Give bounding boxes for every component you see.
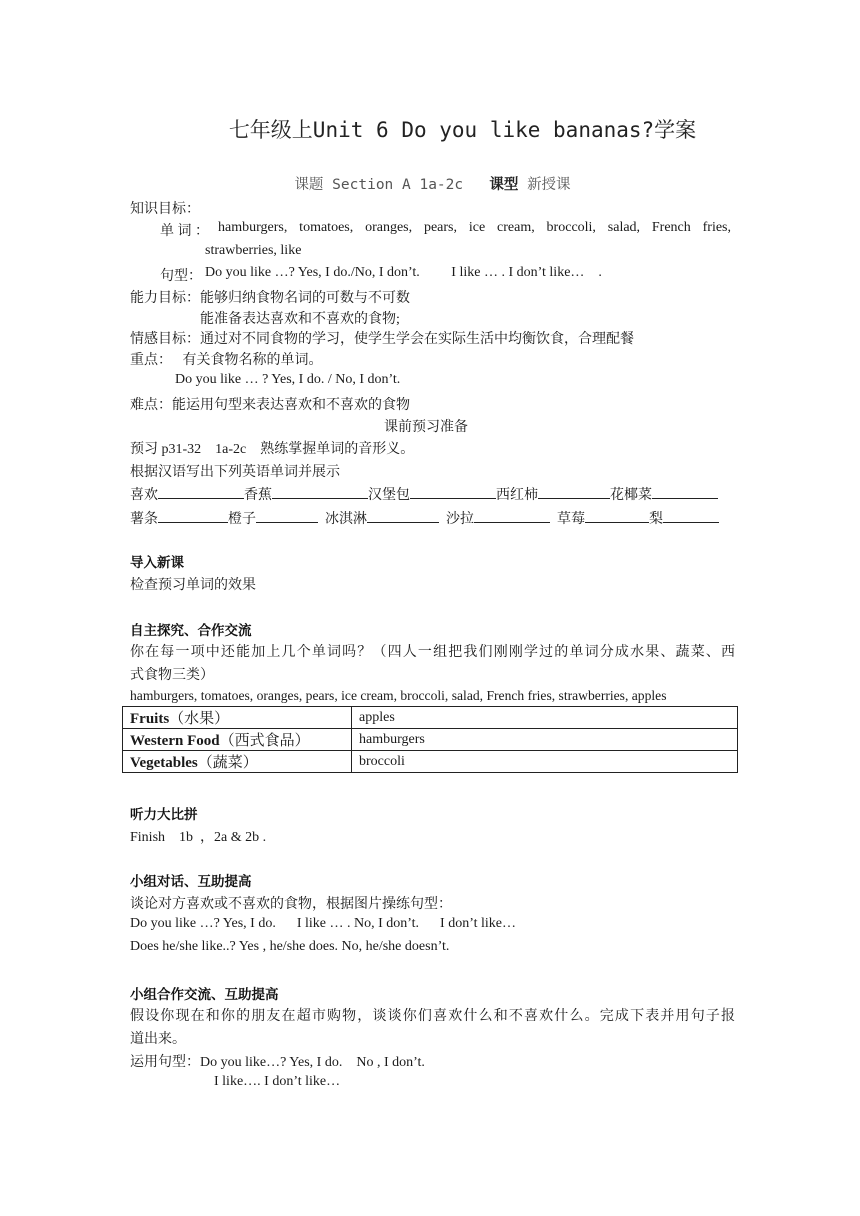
words-line-1: hamburgers, tomatoes, oranges, pears, ice cream, broccoli, salad, French fries, — [218, 220, 731, 235]
group-talk-line-2: Does he/she like..? Yes , he/she does. No, he/she doesn’t. — [130, 939, 450, 954]
category-label-vegetables: Vegetables（蔬菜） — [123, 751, 352, 773]
category-value-fruits[interactable]: apples — [352, 707, 738, 729]
ability-1: 能够归纳食物名词的可数与不可数 — [200, 291, 410, 306]
emotion-label: 情感目标： — [130, 332, 200, 347]
vocab-word: 梨 — [649, 512, 663, 527]
answer-blank[interactable] — [158, 508, 228, 523]
key-label: 重点： — [130, 353, 172, 368]
group-coop-pattern — [130, 1051, 425, 1071]
lesson-info — [0, 173, 860, 194]
words-label: 单 词 ： — [160, 224, 209, 239]
explore-question-line-2: 式食物三类） — [130, 668, 214, 683]
vocab-word: 橙子 — [228, 512, 256, 527]
knowledge-objective-label: 知识目标： — [130, 202, 200, 217]
explore-word-list: hamburgers, tomatoes, oranges, pears, ice cream, broccoli, salad, French fries, strawberries, apples — [130, 688, 667, 703]
vocab-word: 草莓 — [557, 512, 585, 527]
pattern-label: 运用句型： — [130, 1055, 200, 1070]
vocab-word: 冰淇淋 — [325, 512, 367, 527]
explore-question-line-1: 你在每一项中还能加上几个单词吗？（四人一组把我们刚刚学过的单词分成水果、蔬菜、西 — [130, 645, 735, 660]
category-label-fruits: Fruits（水果） — [123, 707, 352, 729]
vocab-word: 喜欢 — [130, 488, 158, 503]
vocab-row-2 — [130, 508, 719, 528]
vocab-word: 香蕉 — [244, 488, 272, 503]
key-text: 有关食物名称的单词。 — [182, 353, 323, 368]
preview-task: 预习 p31-32 1a-2c 熟练掌握单词的音形义。 — [130, 442, 415, 457]
category-value-western-food[interactable]: hamburgers — [352, 729, 738, 751]
emotion-objective — [130, 328, 634, 348]
group-coop-text-line-1: 假设你现在和你的朋友在超市购物，谈谈你们喜欢什么和不喜欢什么。完成下表并用句子报 — [130, 1009, 735, 1024]
type-value: 新授课 — [527, 177, 571, 193]
type-label: 课型 — [489, 177, 519, 193]
group-talk-line-1: Do you like …? Yes, I do. I like … . No, I don’t. I don’t like… — [130, 916, 517, 931]
listening-heading: 听力大比拼 — [130, 807, 198, 823]
preview-instruction: 根据汉语写出下列英语单词并展示 — [130, 465, 340, 480]
ability-label: 能力目标： — [130, 291, 200, 306]
answer-blank[interactable] — [652, 484, 718, 499]
words-line-2: strawberries, like — [205, 243, 302, 258]
group-coop-heading: 小组合作交流、互助提高 — [130, 987, 279, 1003]
answer-blank[interactable] — [158, 484, 244, 499]
group-coop-text-line-2: 道出来。 — [130, 1032, 186, 1047]
group-talk-intro: 谈论对方喜欢或不喜欢的食物，根据图片操练句型： — [130, 897, 452, 912]
explore-heading: 自主探究、合作交流 — [130, 623, 252, 639]
ability-objective — [130, 287, 410, 307]
category-label-western-food: Western Food（西式食品） — [123, 729, 352, 751]
difficulty — [130, 394, 410, 414]
vocab-row-1 — [130, 484, 718, 504]
answer-blank[interactable] — [538, 484, 610, 499]
food-category-table — [122, 706, 738, 773]
vocab-word: 西红柿 — [496, 488, 538, 503]
vocab-word: 薯条 — [130, 512, 158, 527]
answer-blank[interactable] — [367, 508, 439, 523]
answer-blank[interactable] — [663, 508, 719, 523]
intro-text: 检查预习单词的效果 — [130, 578, 256, 593]
answer-blank[interactable] — [256, 508, 318, 523]
key-pattern: Do you like … ? Yes, I do. / No, I don’t. — [175, 372, 401, 387]
emotion-text: 通过对不同食物的学习，使学生学会在实际生活中均衡饮食，合理配餐 — [200, 332, 634, 347]
listening-text: Finish 1b ，2a & 2b . — [130, 830, 267, 845]
answer-blank[interactable] — [585, 508, 649, 523]
pattern-text: Do you like …? Yes, I do./No, I don’t. I like … . I don’t like… . — [205, 265, 602, 280]
group-coop-pattern-line-2: I like…. I don’t like… — [214, 1074, 341, 1089]
topic-value: Section A 1a-2c — [332, 177, 464, 193]
pattern-label: 句型： — [160, 269, 202, 284]
difficulty-text: 能运用句型来表达喜欢和不喜欢的食物 — [172, 398, 410, 413]
table-row — [123, 707, 738, 729]
vocab-word: 沙拉 — [446, 512, 474, 527]
topic-label: 课题 — [294, 177, 324, 193]
table-row — [123, 729, 738, 751]
answer-blank[interactable] — [474, 508, 550, 523]
vocab-word: 花椰菜 — [610, 488, 652, 503]
ability-2: 能准备表达喜欢和不喜欢的食物; — [200, 312, 400, 327]
table-row — [123, 751, 738, 773]
group-talk-heading: 小组对话、互助提高 — [130, 874, 252, 890]
intro-heading: 导入新课 — [130, 555, 184, 571]
vocab-word: 汉堡包 — [368, 488, 410, 503]
category-value-vegetables[interactable]: broccoli — [352, 751, 738, 773]
key-point — [130, 349, 323, 369]
pattern-line-1: Do you like…? Yes, I do. No , I don’t. — [200, 1055, 425, 1070]
answer-blank[interactable] — [272, 484, 368, 499]
answer-blank[interactable] — [410, 484, 496, 499]
page-title: 七年级上Unit 6 Do you like bananas?学案 — [228, 118, 697, 142]
difficulty-label: 难点： — [130, 398, 172, 413]
preview-heading: 课前预习准备 — [384, 420, 468, 435]
